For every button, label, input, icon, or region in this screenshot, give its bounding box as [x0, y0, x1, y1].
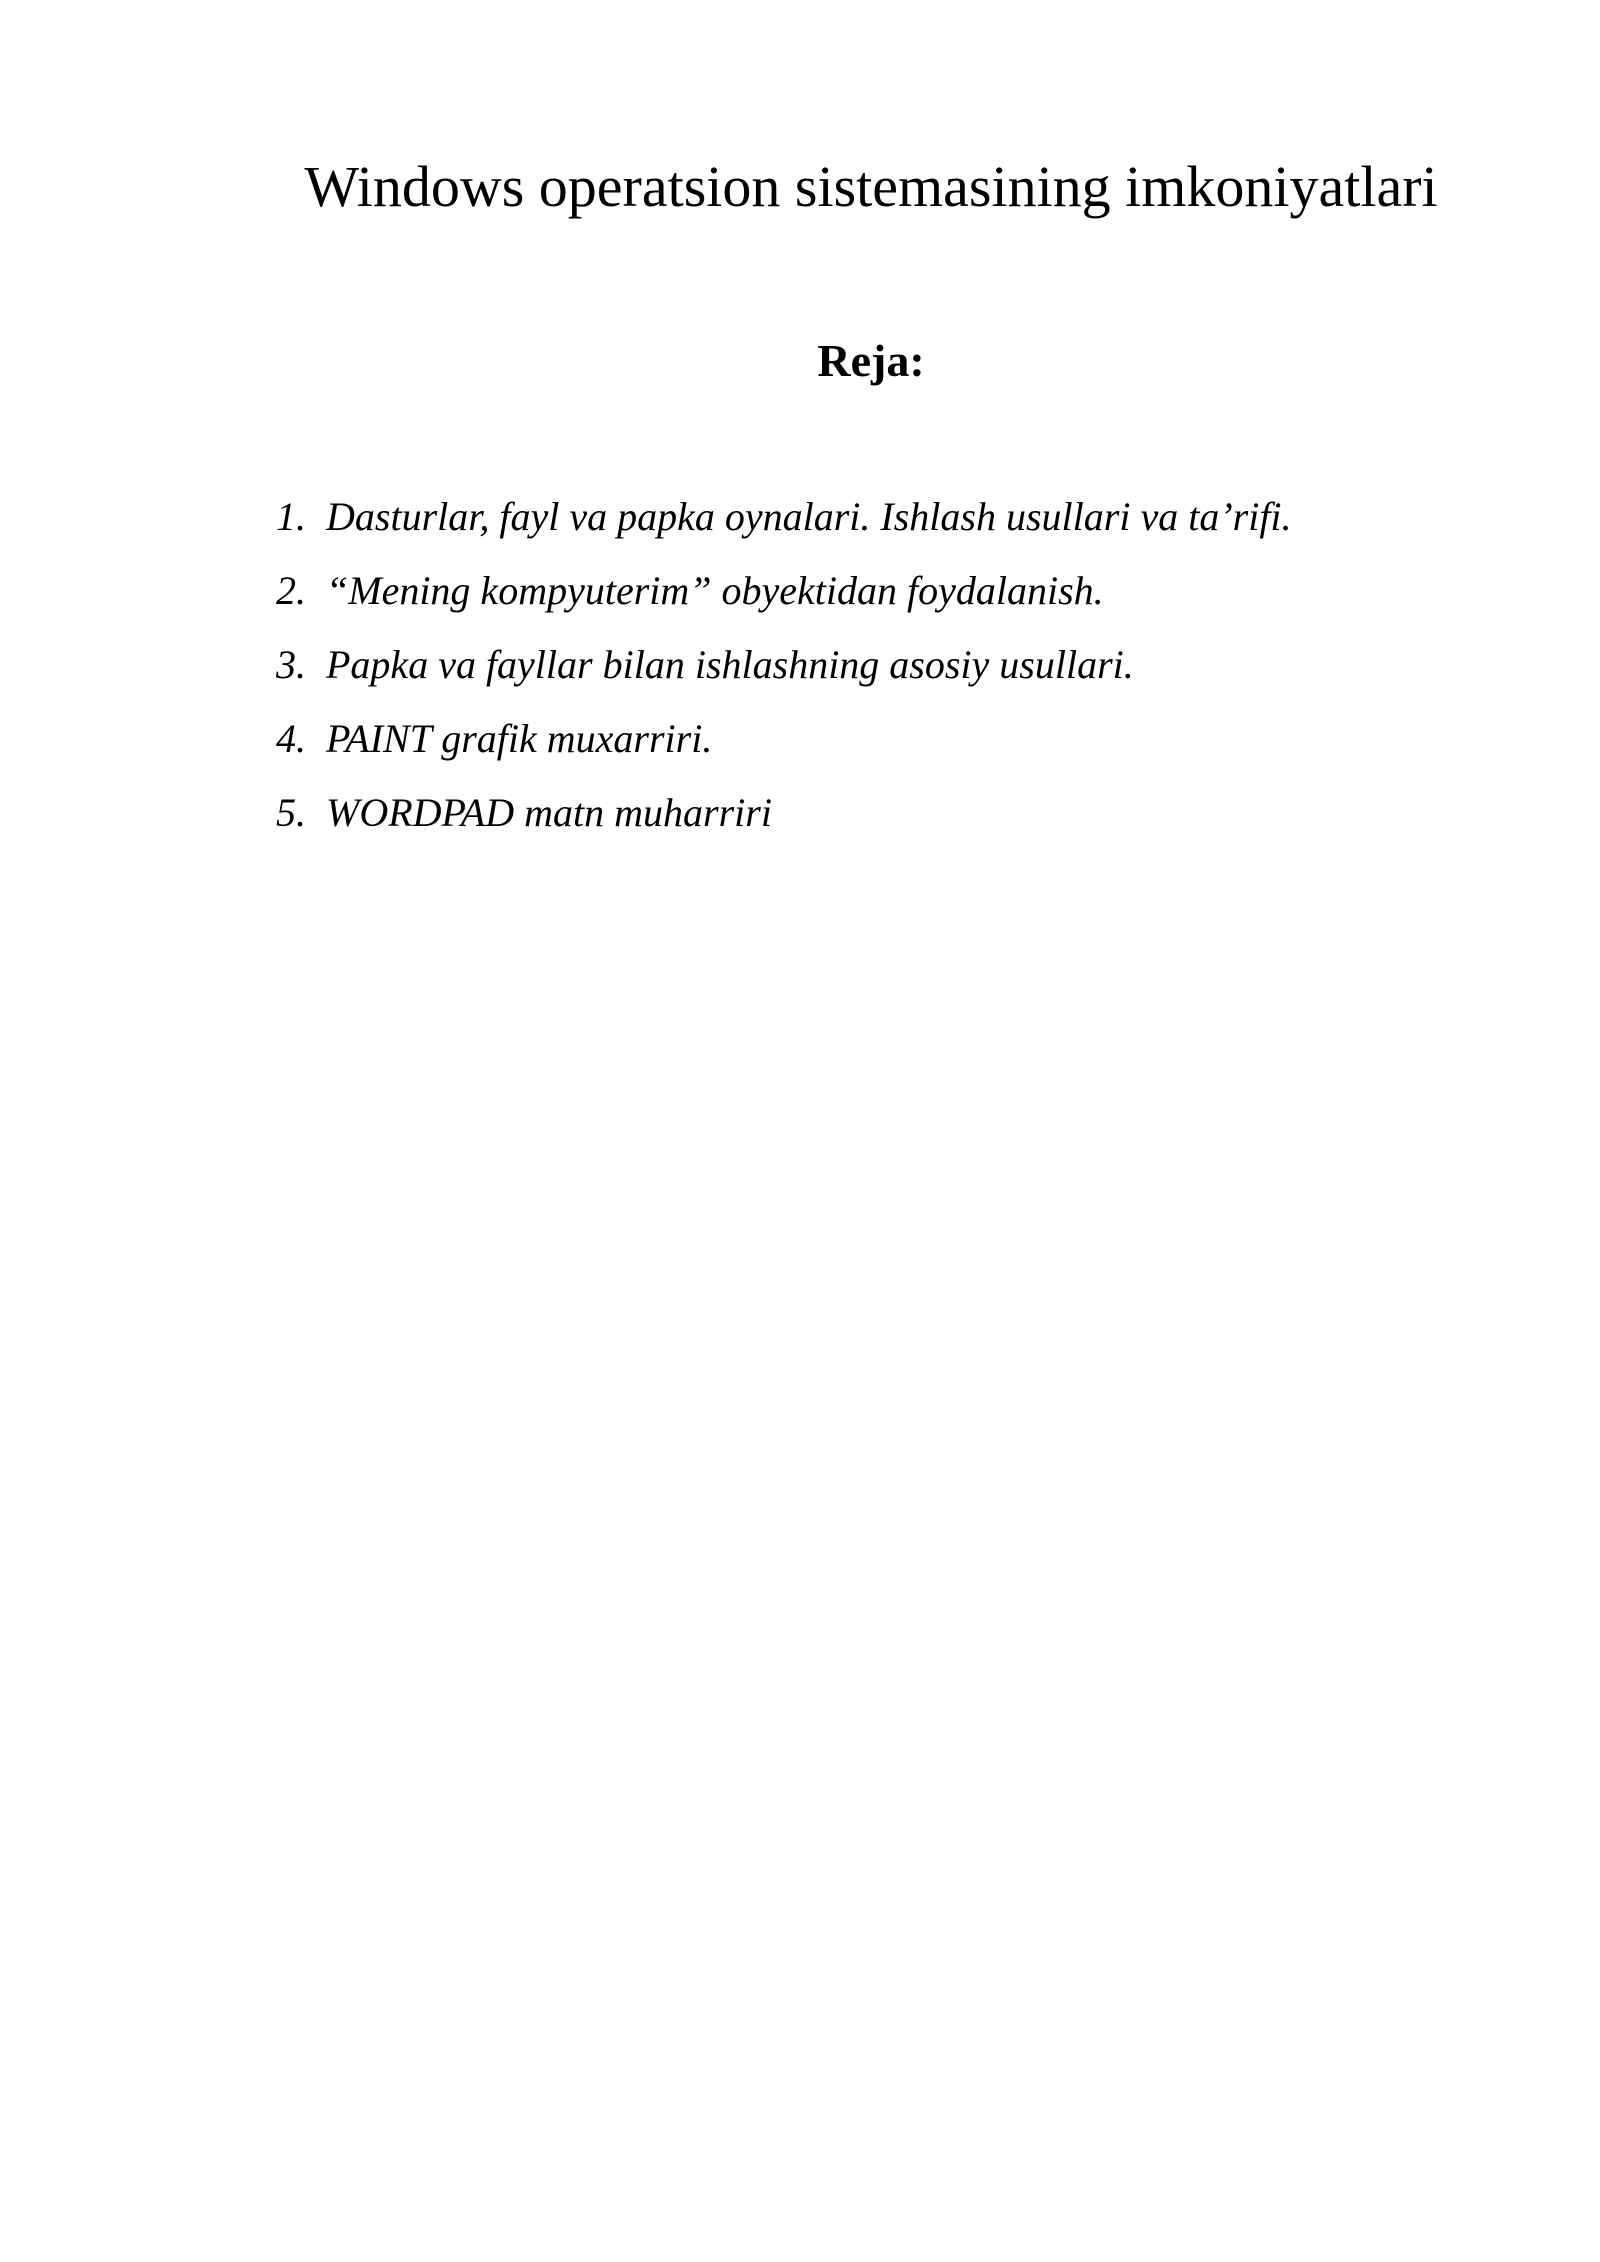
plan-item-2	[276, 567, 1292, 641]
plan-item-5	[276, 789, 1292, 863]
document-title: Windows operatsion sistemasining imkoniyatlari	[304, 154, 1438, 219]
plan-item-text: WORDPAD matn muharriri	[326, 790, 772, 835]
plan-item-text: Dasturlar, fayl va papka oynalari. Ishlash usullari va ta’rifi.	[326, 494, 1292, 539]
plan-heading: Reja:	[817, 335, 925, 386]
plan-item-number: 3.	[276, 642, 306, 687]
plan-item-number: 1.	[276, 494, 306, 539]
plan-item-text: Papka va fayllar bilan ishlashning asosiy usullari.	[326, 642, 1134, 687]
plan-item-1	[276, 493, 1292, 567]
plan-item-number: 4.	[276, 716, 306, 761]
plan-item-text: PAINT grafik muxarriri.	[326, 716, 713, 761]
plan-item-number: 2.	[276, 568, 306, 613]
plan-item-number: 5.	[276, 790, 306, 835]
plan-item-4	[276, 715, 1292, 789]
plan-item-text: “Mening kompyuterim” obyektidan foydalanish.	[326, 568, 1104, 613]
plan-item-3	[276, 641, 1292, 715]
plan-list	[276, 493, 1292, 863]
